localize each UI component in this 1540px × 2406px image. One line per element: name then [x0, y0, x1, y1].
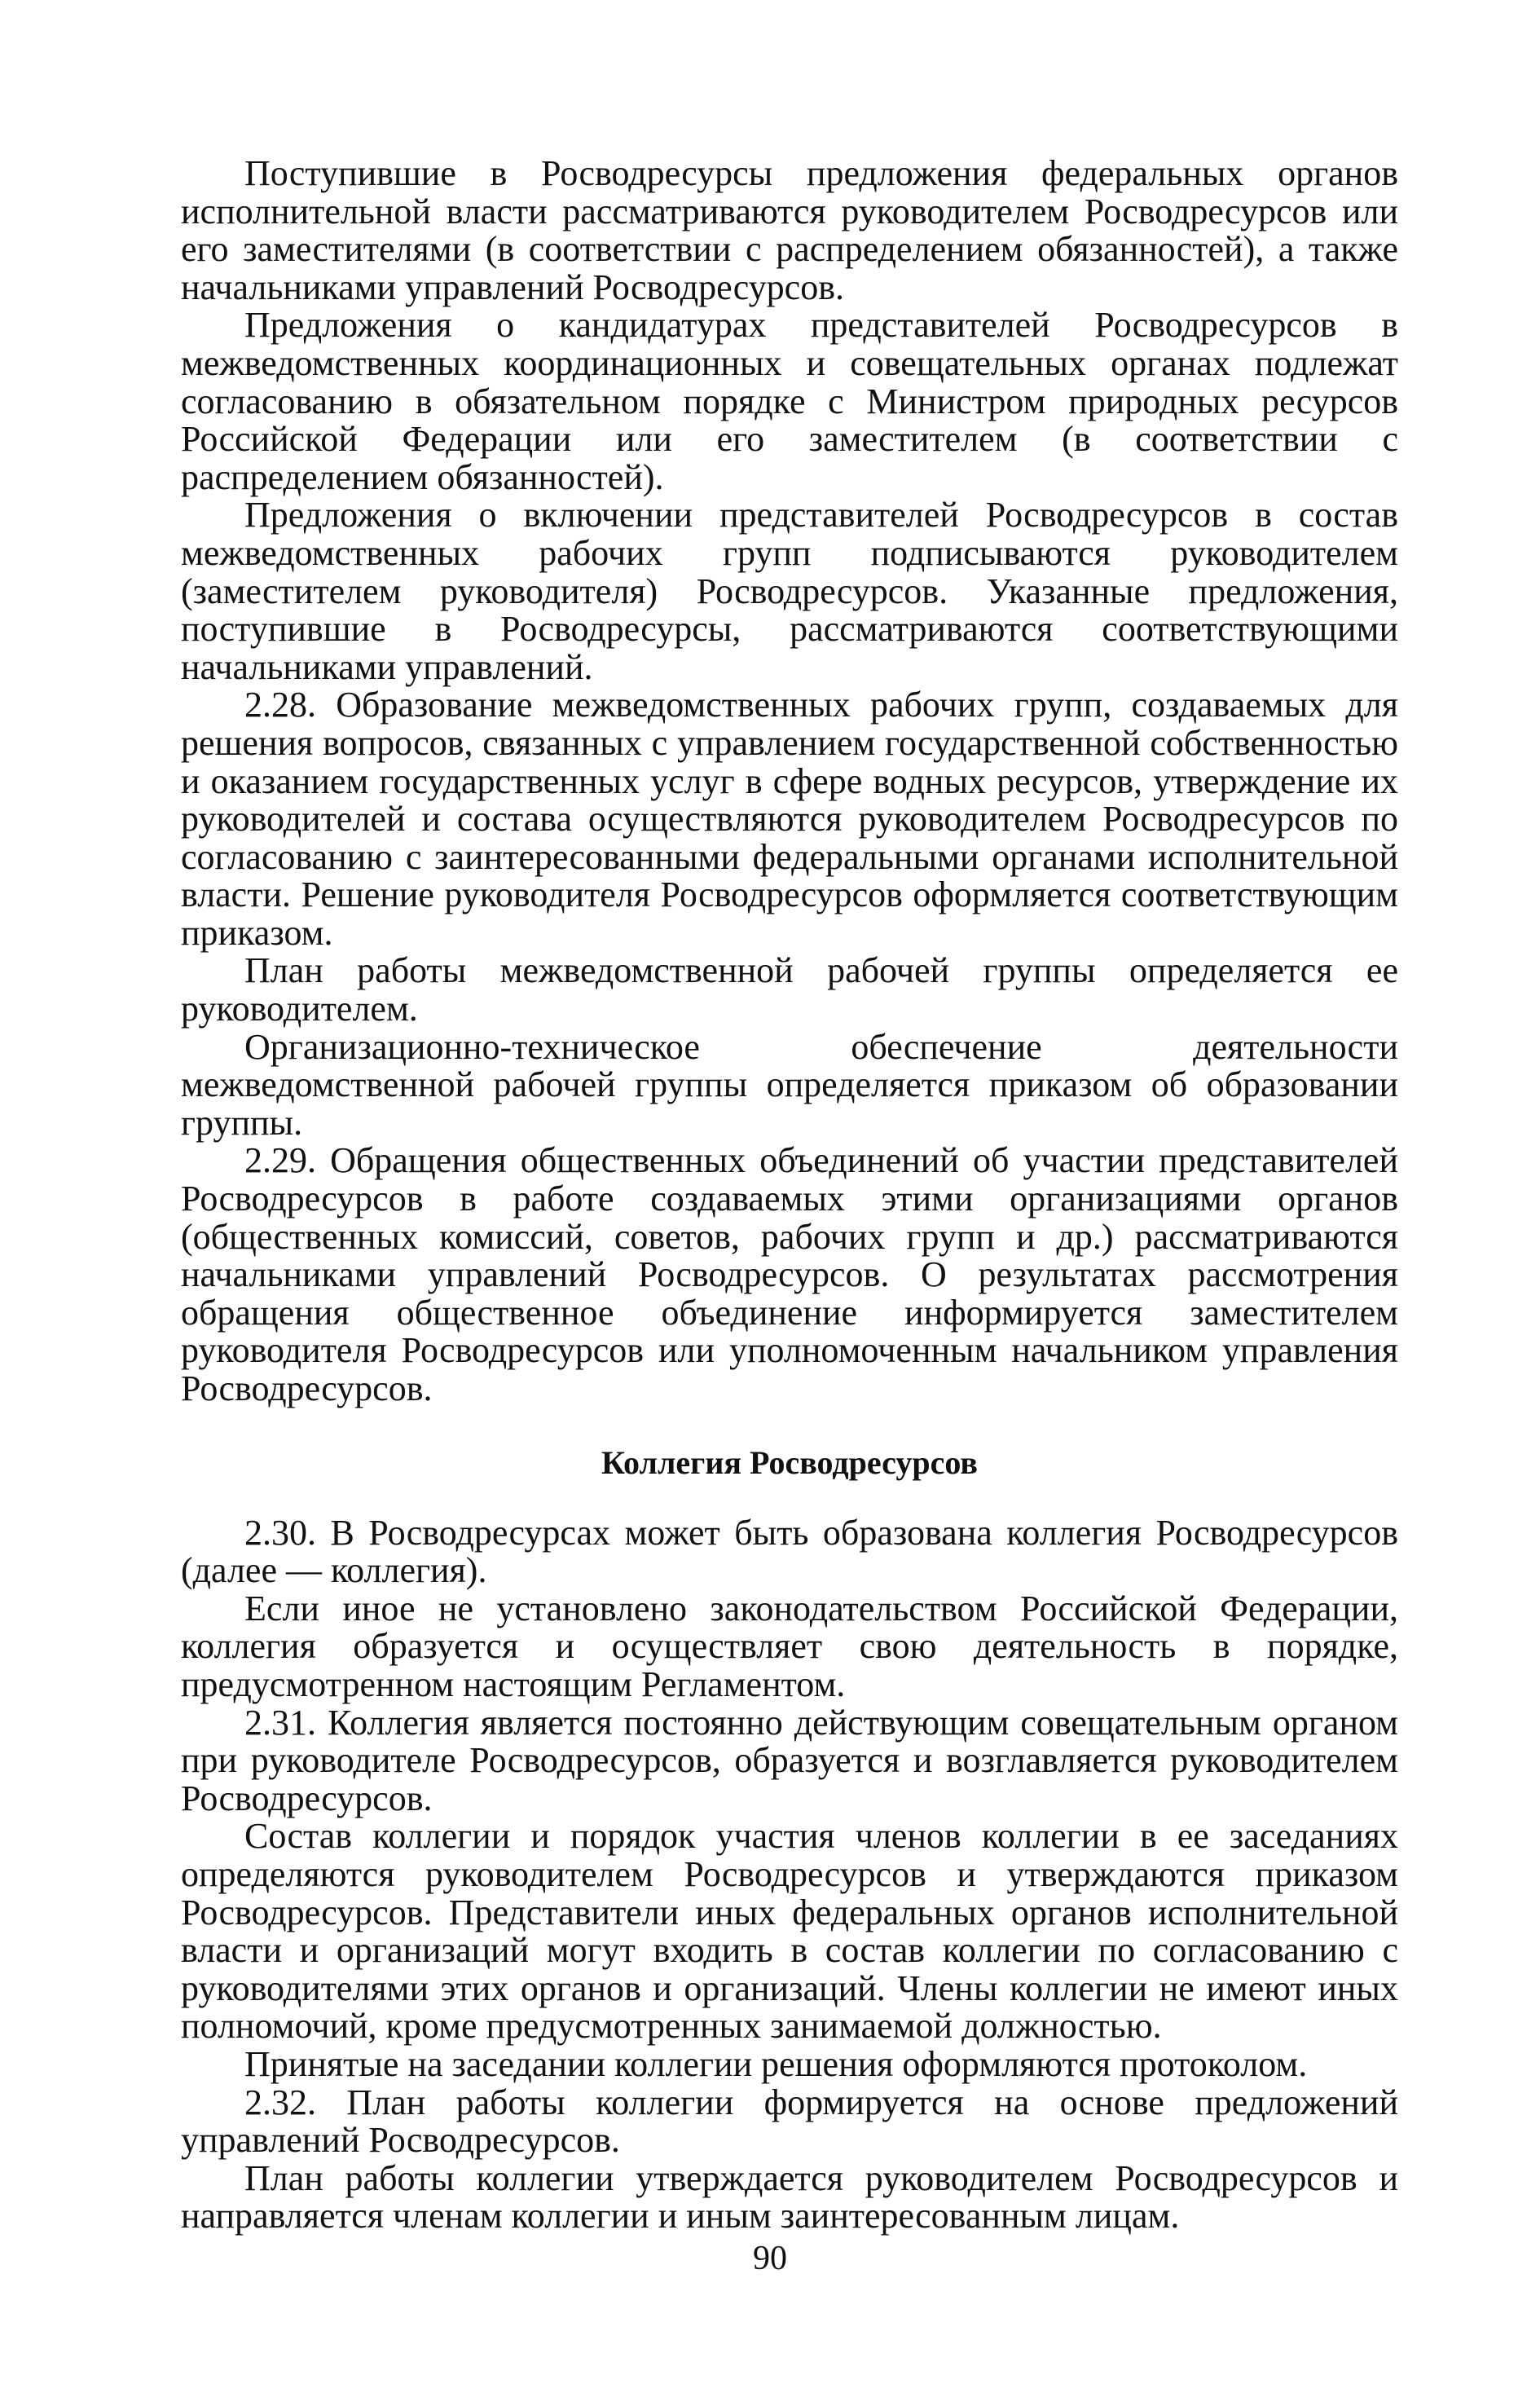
paragraph: План работы коллегии утверждается руководителем Росводресурсов и направляется членам коллегии и иным заинтересованным лицам.: [181, 2157, 1398, 2236]
paragraph-2-31: 2.31. Коллегия является постоянно действующим совещательным органом при руководителе Росводресурсов, образуется и возглавляется руководителем Росводресурсов.: [181, 1702, 1398, 1818]
paragraph: Организационно-техническое обеспечение деятельности межведомственной рабочей группы определяется приказом об образовании группы.: [181, 1026, 1398, 1143]
section-heading: Коллегия Росводресурсов: [601, 1443, 978, 1481]
document-page: [181, 155, 1398, 2236]
paragraph-2-28: 2.28. Образование межведомственных рабочих групп, создаваемых для решения вопросов, связанных с управлением государственной собственностью и оказанием государственных услуг в сфере водных ресурсов, утверждение их руководителей и состава осуществляются руководителем Росводресурсов по согласованию с заинтересованными федеральными органами исполнительной власти. Решение руководителя Росводресурсов оформляется соответствующим приказом.: [181, 685, 1398, 953]
paragraph: Если иное не установлено законодательством Российской Федерации, коллегия образуется и осуществляет свою деятельность в порядке, предусмотренном настоящим Регламентом.: [181, 1588, 1398, 1704]
paragraph-2-29: 2.29. Обращения общественных объединений об участии представителей Росводресурсов в работе создаваемых этими организациями органов (общественных комиссий, советов, рабочих групп и др.) рассматриваются начальниками управлений Росводресурсов. О результатах рассмотрения обращения общественное объединение информируется заместителем руководителя Росводресурсов или уполномоченным начальником управления Росводресурсов.: [181, 1140, 1398, 1408]
paragraph-2-32: 2.32. План работы коллегии формируется на основе предложений управлений Росводресурсов.: [181, 2082, 1398, 2161]
paragraph: План работы межведомственной рабочей группы определяется ее руководителем.: [181, 950, 1398, 1029]
paragraph: Предложения о кандидатурах представителей Росводресурсов в межведомственных координационных и совещательных органах подлежат согласованию в обязательном порядке с Министром природных ресурсов Российской Федерации или его заместителем (в соответствии с распределением обязанностей).: [181, 305, 1398, 497]
paragraph-2-30: 2.30. В Росводресурсах может быть образована коллегия Росводресурсов (далее — коллегия).: [181, 1512, 1398, 1591]
page-number: 90: [753, 2240, 787, 2277]
paragraph: Состав коллегии и порядок участия членов коллегии в ее заседаниях определяются руководителем Росводресурсов и утверждаются приказом Росводресурсов. Представители иных федеральных органов исполнительной власти и организаций могут входить в состав коллегии по согласованию с руководителями этих органов и организаций. Члены коллегии не имеют иных полномочий, кроме предусмотренных занимаемой должностью.: [181, 1816, 1398, 2047]
paragraph: Поступившие в Росводресурсы предложения федеральных органов исполнительной власти рассматриваются руководителем Росводресурсов или его заместителями (в соответствии с распределением обязанностей), а также начальниками управлений Росводресурсов.: [181, 153, 1398, 307]
paragraph: Предложения о включении представителей Росводресурсов в состав межведомственных рабочих групп подписываются руководителем (заместителем руководителя) Росводресурсов. Указанные предложения, поступившие в Росводресурсы, рассматриваются соответствующими начальниками управлений.: [181, 495, 1398, 687]
paragraph: Принятые на заседании коллегии решения оформляются протоколом.: [244, 2043, 1308, 2084]
